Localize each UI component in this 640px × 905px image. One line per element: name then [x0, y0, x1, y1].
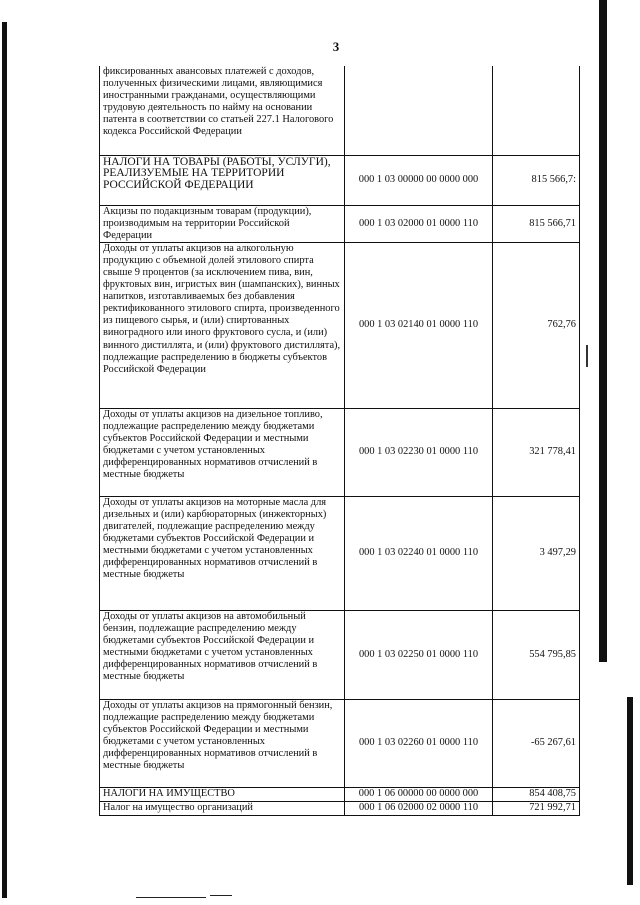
row-amount: 815 566,71 — [493, 205, 580, 242]
row-name: Налог на имущество организаций — [100, 801, 345, 815]
row-code: 000 1 03 02000 01 0000 110 — [345, 205, 493, 242]
row-code: 000 1 03 02140 01 0000 110 — [345, 242, 493, 408]
table-row — [100, 205, 580, 242]
row-code — [345, 66, 493, 155]
row-name: Доходы от уплаты акцизов на моторные масла для дизельных и (или) карбюраторных (инжекторных) двигателей, подлежащие распределению между бюджетами субъектов Российской Федерации и местными бюджетами с учетом установленных дифференцированных нормативов отчислений в местные бюджеты — [100, 496, 345, 610]
row-name: Акцизы по подакцизным товарам (продукции), производимым на территории Российской Федерации — [100, 205, 345, 242]
scan-edge-right-bottom — [627, 697, 633, 885]
row-name: Доходы от уплаты акцизов на прямогонный бензин, подлежащие распределению между бюджетами субъектов Российской Федерации и местными бюджетами с учетом установленных дифференцированных нормативов отчислений в местные бюджеты — [100, 699, 345, 787]
pen-mark — [586, 345, 588, 367]
table-row — [100, 155, 580, 205]
row-amount: -65 267,61 — [493, 699, 580, 787]
scan-edge-right-top — [599, 0, 607, 662]
row-amount: 321 778,41 — [493, 408, 580, 496]
table-row — [100, 408, 580, 496]
scan-edge-left — [2, 22, 7, 898]
row-name: Доходы от уплаты акцизов на алкогольную продукцию с объемной долей этилового спирта свыше 9 процентов (за исключением пива, вин, фруктовых вин, игристых вин (шампанских), винных напитков, изготавливаемых без добавления ректификованного этилового спирта, произведенного из пищевого сырья, и (или) спиртованных виноградного или иного фруктового сусла, и (или) винного дистиллята, и (или) фруктового дистиллята), подлежащие распределению в бюджеты субъектов Российской Федерации — [100, 242, 345, 408]
row-amount: 721 992,71 — [493, 801, 580, 815]
row-amount: 762,76 — [493, 242, 580, 408]
budget-table — [99, 66, 580, 816]
footer-line — [210, 895, 232, 896]
footer-line — [136, 897, 206, 898]
row-name: Доходы от уплаты акцизов на дизельное топливо, подлежащие распределению между бюджетами субъектов Российской Федерации и местными бюджетами с учетом установленных дифференцированных нормативов отчислений в местные бюджеты — [100, 408, 345, 496]
table-row — [100, 496, 580, 610]
row-code: 000 1 06 00000 00 0000 000 — [345, 787, 493, 801]
row-code: 000 1 03 02230 01 0000 110 — [345, 408, 493, 496]
row-code: 000 1 03 02260 01 0000 110 — [345, 699, 493, 787]
row-amount: 3 497,29 — [493, 496, 580, 610]
table-row — [100, 801, 580, 815]
row-code: 000 1 03 02250 01 0000 110 — [345, 610, 493, 699]
row-code: 000 1 03 00000 00 0000 000 — [345, 155, 493, 205]
row-amount — [493, 66, 580, 155]
row-name: НАЛОГИ НА ИМУЩЕСТВО — [100, 787, 345, 801]
row-amount: 554 795,85 — [493, 610, 580, 699]
table-row — [100, 787, 580, 801]
table-row — [100, 242, 580, 408]
table-row — [100, 699, 580, 787]
table-row — [100, 66, 580, 155]
page-number: 3 — [332, 39, 340, 54]
row-code: 000 1 03 02240 01 0000 110 — [345, 496, 493, 610]
row-name: Доходы от уплаты акцизов на автомобильный бензин, подлежащие распределению между бюджетами субъектов Российской Федерации и местными бюджетами с учетом установленных дифференцированных нормативов отчислений в местные бюджеты — [100, 610, 345, 699]
row-name: НАЛОГИ НА ТОВАРЫ (РАБОТЫ, УСЛУГИ), РЕАЛИЗУЕМЫЕ НА ТЕРРИТОРИИ РОССИЙСКОЙ ФЕДЕРАЦИИ — [100, 155, 345, 205]
row-amount: 854 408,75 — [493, 787, 580, 801]
row-amount: 815 566,7: — [493, 155, 580, 205]
table-row — [100, 610, 580, 699]
row-code: 000 1 06 02000 02 0000 110 — [345, 801, 493, 815]
row-name: фиксированных авансовых платежей с доходов, полученных физическими лицами, являющимися иностранными гражданами, осуществляющими трудовую деятельность по найму на основании патента в соответствии со статьей 227.1 Налогового кодекса Российской Федерации — [100, 66, 345, 155]
